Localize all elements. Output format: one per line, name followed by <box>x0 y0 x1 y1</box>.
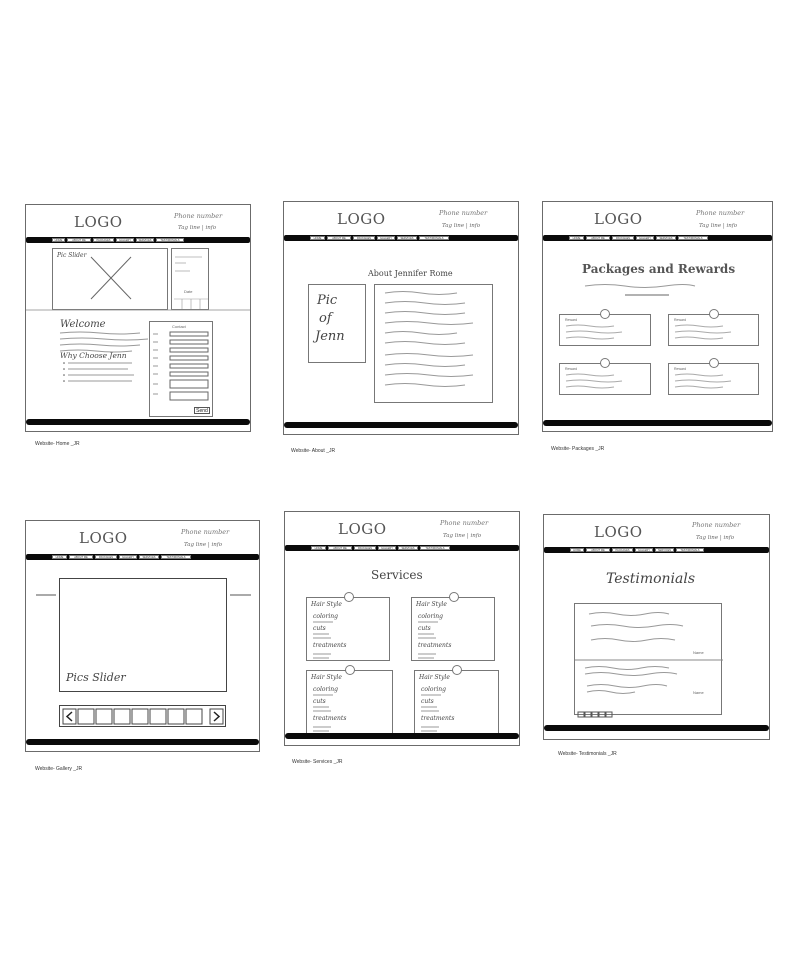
send-button[interactable]: Send <box>194 407 210 414</box>
service-item: coloring <box>421 686 446 693</box>
testimonial-name: Name <box>693 650 704 655</box>
phone-number: Phone number <box>440 519 489 527</box>
nav-testimonials[interactable]: TESTIMONIALS <box>678 236 708 240</box>
nav-testimonials[interactable]: TESTIMONIALS <box>420 546 450 550</box>
welcome-heading: Welcome <box>60 319 106 330</box>
phone-number: Phone number <box>174 212 223 220</box>
reward-card[interactable] <box>668 314 759 346</box>
nav-gallery[interactable]: GALLERY <box>377 236 395 240</box>
testimonials-heading: Testimonials <box>606 571 696 587</box>
footer-bar <box>285 733 519 739</box>
nav-packages[interactable]: PACKAGES <box>354 546 376 550</box>
service-card[interactable] <box>306 670 393 736</box>
service-card[interactable] <box>306 597 390 661</box>
home-divider <box>26 309 252 311</box>
logo: LOGO <box>594 210 643 228</box>
service-lines <box>307 598 391 662</box>
caption-packages: Website- Packages _JR <box>551 446 605 452</box>
logo: LOGO <box>74 213 123 231</box>
nav-testimonials[interactable]: TESTIMONIALS <box>156 238 184 242</box>
nav-testimonials[interactable]: TESTIMONIALS <box>419 236 449 240</box>
service-lines <box>415 671 500 737</box>
service-card[interactable] <box>411 597 495 661</box>
phone-number: Phone number <box>181 528 230 536</box>
nav-home[interactable]: HOME <box>52 555 67 559</box>
service-item: Hair Style <box>311 601 342 608</box>
nav-items <box>310 236 449 240</box>
nav-gallery[interactable]: GALLERY <box>636 236 654 240</box>
about-text-lines <box>375 285 494 404</box>
caption-home: Website- Home _JR <box>35 441 80 447</box>
nav-home[interactable]: HOME <box>52 238 65 242</box>
phone-number: Phone number <box>692 521 741 529</box>
gallery-slider-label: Pics Slider <box>66 671 126 684</box>
why-choose-heading: Why Choose Jenn <box>60 351 127 360</box>
nav-testimonials[interactable]: TESTIMONIALS <box>161 555 191 559</box>
nav-about[interactable]: ABOUT ME <box>67 238 91 242</box>
nav-about[interactable]: ABOUT ME <box>328 546 352 550</box>
service-item: treatments <box>418 642 452 649</box>
reward-lines <box>560 315 652 347</box>
service-item: cuts <box>421 698 434 705</box>
thumbnail-cells <box>60 706 227 728</box>
caption-gallery: Website- Gallery _JR <box>35 766 83 772</box>
nav-home[interactable]: HOME <box>569 236 584 240</box>
pic-slider-label: Pic Slider <box>57 252 87 259</box>
footer-bar <box>26 419 250 425</box>
nav-home[interactable]: HOME <box>570 548 584 552</box>
pic-text-1: Pic <box>317 293 338 308</box>
service-lines <box>307 671 394 737</box>
thumbnail-strip[interactable] <box>59 705 226 727</box>
reward-card[interactable] <box>668 363 759 395</box>
contact-label: Contact <box>172 324 186 329</box>
footer-bar <box>544 725 769 731</box>
nav-services[interactable]: SERVICES <box>656 236 676 240</box>
nav-items <box>52 238 184 242</box>
reward-lines <box>669 315 760 347</box>
nav-packages[interactable]: PACKAGES <box>612 236 634 240</box>
reward-label: Reward <box>565 367 578 371</box>
caption-about: Website- About _JR <box>291 448 336 454</box>
services-heading: Services <box>371 568 423 582</box>
footer-bar <box>284 422 518 428</box>
why-choose-list <box>62 361 152 391</box>
tagline: Tag line | info <box>443 533 482 539</box>
reward-lines <box>669 364 760 396</box>
nav-about[interactable]: ABOUT ME <box>69 555 93 559</box>
nav-about[interactable]: ABOUT ME <box>327 236 351 240</box>
contact-form <box>149 321 213 417</box>
nav-packages[interactable]: PACKAGES <box>93 238 114 242</box>
service-item: Hair Style <box>419 674 450 681</box>
reward-label: Reward <box>674 318 687 322</box>
nav-gallery[interactable]: GALLERY <box>119 555 137 559</box>
pic-slider[interactable] <box>52 248 168 310</box>
logo: LOGO <box>337 210 386 228</box>
nav-packages[interactable]: PACKAGES <box>353 236 375 240</box>
tagline: Tag line | info <box>184 542 223 548</box>
service-item: coloring <box>313 686 338 693</box>
side-date: Date <box>184 289 193 294</box>
reward-lines <box>560 364 652 396</box>
testimonial-lines <box>575 604 723 716</box>
reward-label: Reward <box>674 367 687 371</box>
gallery-slider[interactable] <box>59 578 227 692</box>
nav-items <box>52 555 191 559</box>
service-item: cuts <box>313 698 326 705</box>
service-item: coloring <box>418 613 443 620</box>
about-text-box <box>374 284 493 403</box>
contact-fields <box>150 322 214 418</box>
reward-card[interactable] <box>559 363 651 395</box>
nav-packages[interactable]: PACKAGES <box>612 548 633 552</box>
nav-items <box>570 548 704 552</box>
logo: LOGO <box>594 523 643 541</box>
pic-of-jenn <box>308 284 366 363</box>
packages-heading: Packages and Rewards <box>582 262 736 276</box>
service-item: cuts <box>418 625 431 632</box>
nav-packages[interactable]: PACKAGES <box>95 555 117 559</box>
nav-home[interactable]: HOME <box>310 236 325 240</box>
testimonials-box <box>574 603 722 715</box>
wireframe-home <box>25 204 251 432</box>
nav-services[interactable]: SERVICES <box>398 546 418 550</box>
reward-label: Reward <box>565 318 578 322</box>
service-item: Hair Style <box>416 601 447 608</box>
wireframe-about <box>283 201 519 435</box>
service-item: treatments <box>313 642 347 649</box>
pic-text-3: Jenn <box>315 329 345 344</box>
testimonial-pagination[interactable] <box>578 712 698 720</box>
tagline: Tag line | info <box>699 223 738 229</box>
logo: LOGO <box>338 520 387 538</box>
nav-items <box>311 546 450 550</box>
phone-number: Phone number <box>696 209 745 217</box>
packages-heading-underline <box>585 282 705 298</box>
tagline: Tag line | info <box>442 223 481 229</box>
caption-services: Website- Services _JR <box>292 759 343 765</box>
wireframe-gallery <box>25 520 260 752</box>
nav-about[interactable]: ABOUT ME <box>586 548 610 552</box>
side-panel <box>171 248 209 310</box>
wireframe-services <box>284 511 520 746</box>
wireframe-testimonials <box>543 514 770 740</box>
service-item: coloring <box>313 613 338 620</box>
service-item: cuts <box>313 625 326 632</box>
nav-items <box>569 236 708 240</box>
nav-gallery[interactable]: GALLERY <box>116 238 134 242</box>
footer-bar <box>543 420 772 426</box>
nav-about[interactable]: ABOUT ME <box>586 236 610 240</box>
nav-gallery[interactable]: GALLERY <box>378 546 396 550</box>
nav-gallery[interactable]: GALLERY <box>635 548 653 552</box>
nav-services[interactable]: SERVICES <box>655 548 674 552</box>
service-item: treatments <box>313 715 347 722</box>
about-heading: About Jennifer Rome <box>368 269 453 278</box>
pic-text-2: of <box>319 311 332 326</box>
wireframe-packages <box>542 201 773 432</box>
phone-number: Phone number <box>439 209 488 217</box>
nav-services[interactable]: SERVICES <box>139 555 159 559</box>
reward-card[interactable] <box>559 314 651 346</box>
service-item: treatments <box>421 715 455 722</box>
service-item: Hair Style <box>311 674 342 681</box>
logo: LOGO <box>79 529 128 547</box>
tagline: Tag line | info <box>178 225 217 231</box>
footer-bar <box>26 739 259 745</box>
testimonial-name: Name <box>693 690 704 695</box>
nav-services[interactable]: SERVICES <box>397 236 417 240</box>
nav-home[interactable]: HOME <box>311 546 326 550</box>
placeholder-cross <box>53 249 169 311</box>
service-lines <box>412 598 496 662</box>
nav-testimonials[interactable]: TESTIMONIALS <box>676 548 704 552</box>
caption-testimonials: Website- Testimonials _JR <box>558 751 617 757</box>
service-card[interactable] <box>414 670 499 736</box>
tagline: Tag line | info <box>696 535 735 541</box>
nav-services[interactable]: SERVICES <box>136 238 154 242</box>
side-panel-lines <box>172 249 210 311</box>
